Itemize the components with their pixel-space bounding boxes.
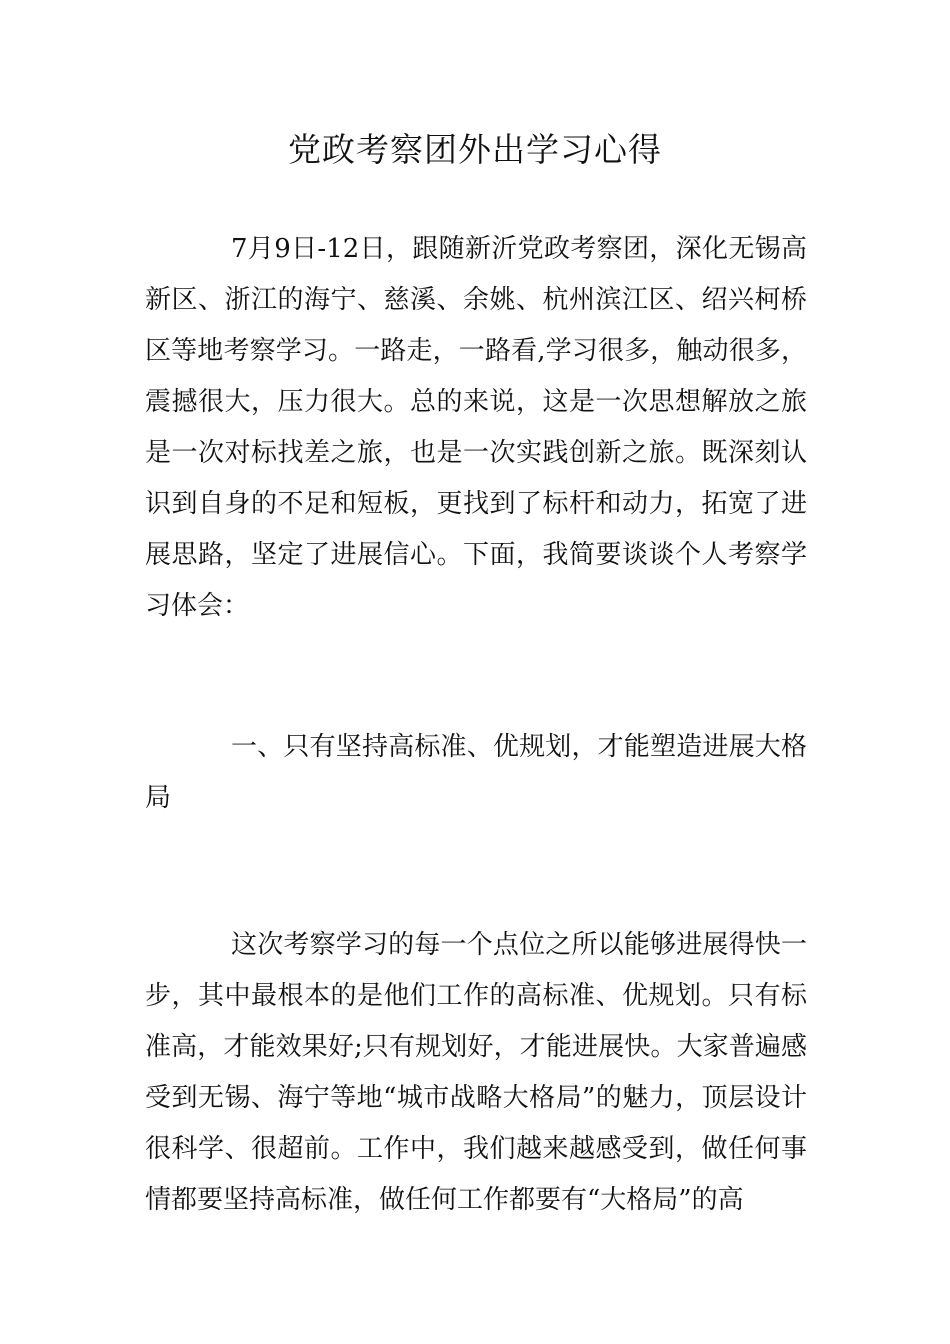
intro-paragraph: 7月9日-12日，跟随新沂党政考察团，深化无锡高新区、浙江的海宁、慈溪、余姚、杭州滨江区、绍兴柯桥区等地考察学习。一路走，一路看,学习很多，触动很多，震撼很大，压力很大。总的来说，这是一次思想解放之旅是一次对标找差之旅，也是一次实践创新之旅。既深刻认识到自身的不足和短板，更找到了标杆和动力，拓宽了进展思路，坚定了进展信心。下面，我简要谈谈个人考察学习体会：	[145, 234, 807, 621]
section-heading-1: 一、只有坚持高标准、优规划，才能塑造进展大格局	[145, 732, 807, 813]
body-paragraph: 这次考察学习的每一个点位之所以能够进展得快一步，其中最根本的是他们工作的高标准、优规划。只有标准高，才能效果好;只有规划好，才能进展快。大家普遍感受到无锡、海宁等地“城市战略大格局”的魅力，顶层设计很科学、很超前。工作中，我们越来越感受到，做任何事情都要坚持高标准，做任何工作都要有“大格局”的高	[145, 930, 807, 1215]
document-title: 党政考察团外出学习心得	[288, 130, 662, 169]
